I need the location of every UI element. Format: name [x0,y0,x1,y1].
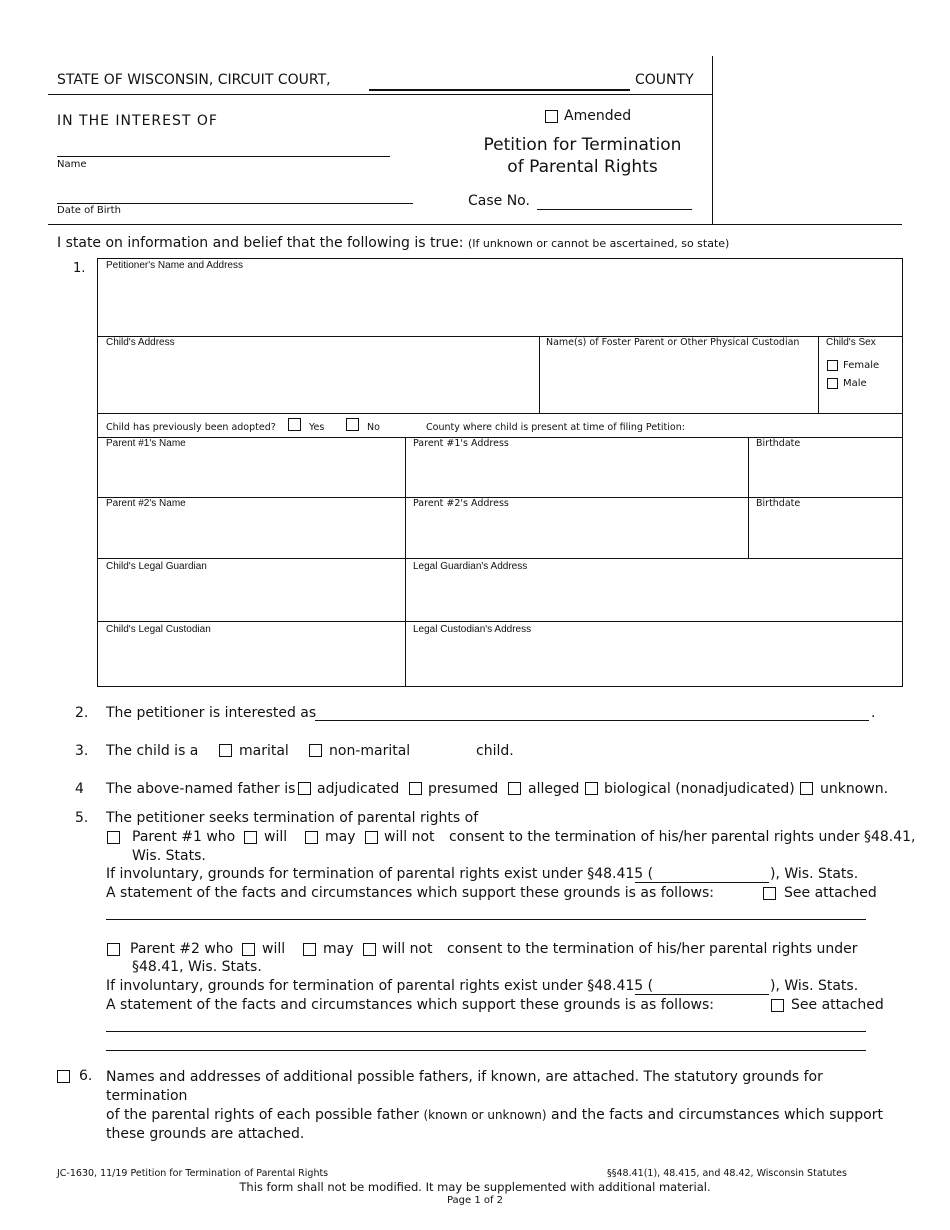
item3-text: The child is a [106,743,199,759]
alleged-checkbox[interactable] [508,782,521,795]
parent1-who-label: Parent #1 who [132,829,236,845]
parent2-involuntary-end: ), Wis. Stats. [770,978,859,994]
parent1-will-not-label: will not [384,829,435,845]
table-rule [405,437,406,686]
custodian-address-cell[interactable]: Legal Custodian's Address [413,624,532,635]
item3-number: 3. [75,743,89,759]
header-bottom-rule [48,224,902,225]
parent1-grounds-field[interactable] [635,882,769,883]
item6-line-3: these grounds are attached. [106,1126,305,1142]
parent1-see-attached-checkbox[interactable] [763,887,776,900]
parent2-may-label: may [323,941,354,957]
adopted-no-checkbox[interactable] [346,418,359,431]
title-line-2: of Parental Rights [507,157,658,177]
parent2-birthdate-cell[interactable]: Birthdate [756,498,801,509]
intro-note: (If unknown or cannot be ascertained, so state) [467,237,730,250]
county-present-label[interactable]: County where child is present at time of filing Petition: [426,422,685,433]
name-label: Name [57,159,87,170]
interested-as-field[interactable] [315,720,869,721]
child-name-field[interactable] [57,156,390,157]
parent2-facts-line-2[interactable] [106,1050,866,1051]
parent2-see-attached-checkbox[interactable] [771,999,784,1012]
parent2-will-checkbox[interactable] [242,943,255,956]
page-number: Page 1 of 2 [446,1195,504,1206]
case-no-field[interactable] [537,209,692,210]
table-rule [539,336,540,413]
court-label: STATE OF WISCONSIN, CIRCUIT COURT, [57,72,331,88]
parent2-will-label: will [262,941,286,957]
item1-number: 1. [73,261,86,276]
statute-reference: §§48.41(1), 48.415, and 48.42, Wisconsin Statutes [607,1168,847,1179]
table-rule [818,336,819,413]
item6-text [106,1068,906,1144]
adjudicated-checkbox[interactable] [298,782,311,795]
case-no-label: Case No. [468,193,530,209]
female-label: Female [843,360,880,371]
intro-statement [57,235,729,251]
legal-guardian-cell[interactable]: Child's Legal Guardian [106,561,207,572]
parent1-may-label: may [325,829,356,845]
parent1-facts-line[interactable] [106,919,866,920]
biological-label: biological (nonadjudicated) [604,781,795,797]
parent1-consent-text: consent to the termination of his/her parental rights under §48.41, [449,829,916,845]
child-sex-label: Child's Sex [826,337,876,348]
parent2-may-checkbox[interactable] [303,943,316,956]
parent2-address-cell[interactable]: Parent #2's Address [413,498,509,509]
guardian-address-cell[interactable]: Legal Guardian's Address [413,561,528,572]
adopted-yes-label: Yes [309,422,325,433]
table-rule [97,413,902,414]
parent2-will-not-checkbox[interactable] [363,943,376,956]
marital-checkbox[interactable] [219,744,232,757]
header-divider [48,94,712,95]
female-checkbox[interactable] [827,360,838,371]
alleged-label: alleged [528,781,580,797]
child-address-cell[interactable]: Child's Address [106,337,175,348]
county-label: COUNTY [635,72,694,88]
item2-number: 2. [75,705,89,721]
parent1-involuntary-end: ), Wis. Stats. [770,866,859,882]
parent1-checkbox[interactable] [107,831,120,844]
parent1-will-label: will [264,829,288,845]
adopted-no-label: No [367,422,380,433]
date-of-birth-field[interactable] [57,203,413,204]
parent1-consent-text-cont: Wis. Stats. [132,848,206,864]
foster-parent-cell[interactable]: Name(s) of Foster Parent or Other Physical Custodian [546,337,800,348]
item6-number: 6. [79,1068,93,1084]
item6-line-2a: of the parental rights of each possible father [106,1107,419,1123]
parties-table [97,258,903,687]
header-divider-vertical [712,56,713,224]
parent1-will-not-checkbox[interactable] [365,831,378,844]
child-word: child. [476,743,514,759]
parent1-name-cell[interactable]: Parent #1's Name [106,438,186,449]
amended-checkbox[interactable] [545,110,558,123]
intro-text: I state on information and belief that the following is true: [57,235,464,251]
parent2-see-attached-label: See attached [791,997,884,1013]
dob-label: Date of Birth [57,205,121,216]
parent1-see-attached-label: See attached [784,885,877,901]
unknown-checkbox[interactable] [800,782,813,795]
parent2-involuntary-text: If involuntary, grounds for termination of parental rights exist under §48.415 ( [106,978,654,994]
adopted-yes-checkbox[interactable] [288,418,301,431]
modification-notice: This form shall not be modified. It may be supplemented with additional material. [239,1180,711,1194]
item2-text: The petitioner is interested as [106,705,317,721]
parent1-involuntary-text: If involuntary, grounds for termination of parental rights exist under §48.415 ( [106,866,654,882]
item4-text: The above-named father is [106,781,296,797]
item6-checkbox[interactable] [57,1070,70,1083]
marital-label: marital [239,743,289,759]
page-title [460,134,705,178]
male-label: Male [843,378,867,389]
item6-line-2c: and the facts and circumstances which support [551,1107,883,1123]
form-id: JC-1630, 11/19 Petition for Termination of Parental Rights [57,1168,329,1179]
parent2-will-not-label: will not [382,941,433,957]
petitioner-name-address-cell[interactable]: Petitioner's Name and Address [106,260,243,271]
non-marital-checkbox[interactable] [309,744,322,757]
parent2-statement-text: A statement of the facts and circumstances which support these grounds is as follows: [106,997,714,1013]
parent2-consent-text: consent to the termination of his/her parental rights under [447,941,858,957]
parent2-facts-line-1[interactable] [106,1031,866,1032]
legal-custodian-cell[interactable]: Child's Legal Custodian [106,624,211,635]
parent2-checkbox[interactable] [107,943,120,956]
item6-line-2 [106,1106,906,1125]
table-rule [97,558,902,559]
parent1-may-checkbox[interactable] [305,831,318,844]
parent1-will-checkbox[interactable] [244,831,257,844]
county-name-field[interactable] [369,89,630,91]
parent2-grounds-field[interactable] [635,994,769,995]
biological-checkbox[interactable] [585,782,598,795]
parent2-name-cell[interactable]: Parent #2's Name [106,498,186,509]
table-rule [748,437,749,558]
adopted-label: Child has previously been adopted? [106,422,276,433]
table-rule [97,621,902,622]
non-marital-label: non-marital [329,743,411,759]
unknown-label: unknown. [820,781,889,797]
adjudicated-label: adjudicated [317,781,400,797]
item4-number: 4 [75,781,84,797]
presumed-checkbox[interactable] [409,782,422,795]
item6-line-2b: (known or unknown) [423,1108,547,1122]
parent1-birthdate-cell[interactable]: Birthdate [756,438,801,449]
interest-of-label: IN THE INTEREST OF [57,113,218,129]
item5-number: 5. [75,810,89,826]
amended-label: Amended [564,108,632,124]
item2-period: . [871,705,876,721]
parent1-address-cell[interactable]: Parent #1's Address [413,438,509,449]
item5-intro: The petitioner seeks termination of parental rights of [106,810,479,826]
parent2-who-label: Parent #2 who [130,941,234,957]
parent1-statement-text: A statement of the facts and circumstances which support these grounds is as follows: [106,885,714,901]
item6-line-1: Names and addresses of additional possible fathers, if known, are attached. The statutory grounds for termination [106,1069,823,1104]
presumed-label: presumed [428,781,499,797]
parent2-consent-text-cont: §48.41, Wis. Stats. [132,959,262,975]
title-line-1: Petition for Termination [483,135,682,155]
male-checkbox[interactable] [827,378,838,389]
